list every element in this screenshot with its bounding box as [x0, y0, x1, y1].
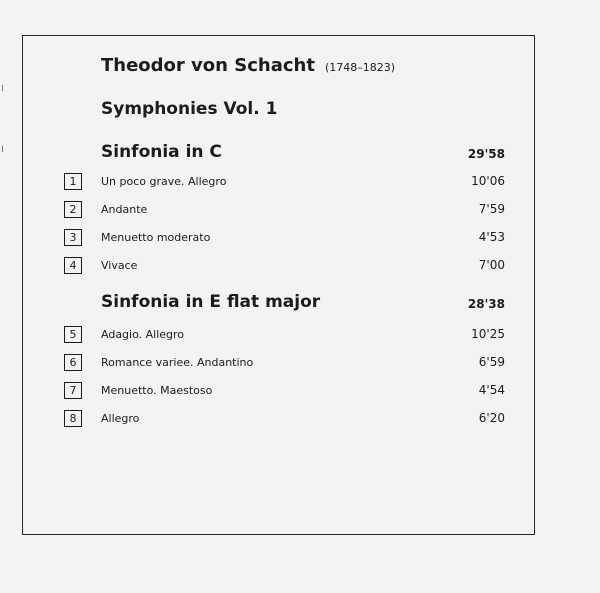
work-title: Sinfonia in E flat major — [101, 292, 321, 312]
track-title: Un poco grave. Allegro — [101, 175, 227, 188]
track-number: 7 — [64, 382, 82, 399]
volume-title: Symphonies Vol. 1 — [101, 99, 278, 119]
composer-header — [101, 55, 395, 76]
track-title: Andante — [101, 203, 148, 216]
track-number: 5 — [64, 326, 82, 343]
composer-dates: (1748–1823) — [324, 61, 396, 74]
work-title: Sinfonia in C — [101, 142, 222, 162]
track-title: Vivace — [101, 259, 138, 272]
track-duration: 10'25 — [471, 327, 505, 341]
track-number: 6 — [64, 354, 82, 371]
composer-name: Theodor von Schacht — [101, 55, 315, 76]
page-border — [22, 35, 535, 535]
track-number: 2 — [64, 201, 82, 218]
track-title: Menuetto moderato — [101, 231, 211, 244]
track-title: Allegro — [101, 412, 140, 425]
track-title: Romance variee. Andantino — [101, 356, 254, 369]
track-number: 8 — [64, 410, 82, 427]
track-duration: 7'59 — [478, 202, 505, 216]
track-duration: 4'54 — [478, 383, 505, 397]
track-duration: 4'53 — [478, 230, 505, 244]
track-duration: 6'20 — [478, 411, 505, 425]
scan-edge-mark — [2, 85, 3, 91]
track-duration: 10'06 — [471, 174, 505, 188]
scan-edge-mark — [2, 146, 3, 152]
track-number: 3 — [64, 229, 82, 246]
track-title: Adagio. Allegro — [101, 328, 185, 341]
track-number: 1 — [64, 173, 82, 190]
work-duration: 29'58 — [467, 147, 505, 161]
track-title: Menuetto. Maestoso — [101, 384, 213, 397]
track-number: 4 — [64, 257, 82, 274]
track-duration: 6'59 — [478, 355, 505, 369]
work-duration: 28'38 — [467, 297, 505, 311]
track-duration: 7'00 — [478, 258, 505, 272]
